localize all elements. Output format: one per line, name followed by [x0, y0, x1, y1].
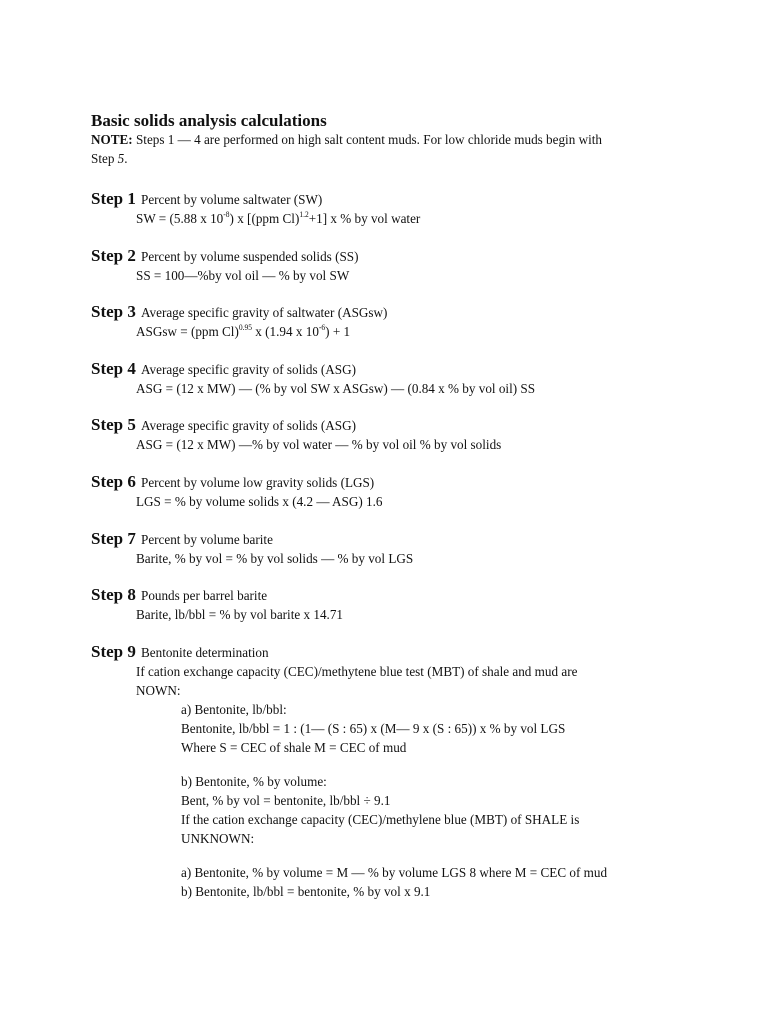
step-formula: ASG = (12 x MW) —% by vol water — % by vol oil % by vol solids	[136, 438, 502, 453]
sub-b-line: UNKNOWN:	[181, 832, 255, 847]
step-6	[91, 472, 711, 512]
sub-b-line: Bent, % by vol = bentonite, lb/bbl ÷ 9.1	[181, 794, 391, 809]
sub-c-line: b) Bentonite, lb/bbl = bentonite, % by vol x 9.1	[181, 885, 431, 900]
step-description: Percent by volume saltwater (SW)	[140, 193, 323, 208]
step-number: Step 9	[91, 642, 136, 661]
step-formula: Barite, lb/bbl = % by vol barite x 14.71	[136, 608, 343, 623]
step-description: Percent by volume barite	[140, 533, 273, 548]
step-5	[91, 415, 711, 455]
note-step-ref: 5	[117, 152, 125, 167]
step-7	[91, 529, 711, 569]
step-8	[91, 585, 711, 625]
note-text: Steps 1 — 4 are performed on high salt content muds. For low chloride muds begin with Step	[91, 133, 602, 167]
step-number: Step 5	[91, 415, 136, 434]
step-9	[91, 642, 711, 902]
sub-a-line: a) Bentonite, lb/bbl:	[181, 703, 287, 718]
note-label: NOTE:	[91, 133, 133, 148]
step-number: Step 7	[91, 529, 136, 548]
step-description: Average specific gravity of solids (ASG)	[140, 419, 356, 434]
step-formula: LGS = % by volume solids x (4.2 — ASG) 1.6	[136, 495, 383, 510]
step-formula: Barite, % by vol = % by vol solids — % by vol LGS	[136, 552, 414, 567]
step-number: Step 4	[91, 359, 136, 378]
sub-b-line: If the cation exchange capacity (CEC)/methylene blue (MBT) of SHALE is	[181, 813, 580, 828]
step-number: Step 8	[91, 585, 136, 604]
step-formula: ASGsw = (ppm Cl)$^{0.95}$ x (1.94 x $10^{-6}) + 1$	[136, 323, 351, 340]
step-2	[91, 246, 711, 286]
sub-a-line: Bentonite, lb/bbl = 1 : (1— (S : 65) x (M— 9 x (S : 65)) x % by vol LGS	[181, 722, 566, 737]
sub-c-line: a) Bentonite, % by volume = M — % by volume LGS 8 where M = CEC of mud	[181, 866, 608, 881]
step-description: Percent by volume suspended solids (SS)	[140, 250, 359, 265]
step-number: Step 3	[91, 302, 136, 321]
note-paragraph	[91, 131, 617, 169]
step-3	[91, 302, 711, 342]
step-number: Step 2	[91, 246, 136, 265]
step-4	[91, 359, 711, 399]
step-number: Step 1	[91, 189, 136, 208]
note-end: .	[124, 152, 128, 167]
step-9-text-line: NOWN:	[136, 684, 181, 699]
step-formula: SW = (5.88 x $10^{-8}$) x [(ppm Cl)$^{1.2}$+1] x % by vol water	[136, 210, 421, 227]
step-9-text-line: If cation exchange capacity (CEC)/methytene blue test (MBT) of shale and mud are	[136, 665, 578, 680]
step-formula: ASG = (12 x MW) — (% by vol SW x ASGsw) — (0.84 x % by vol oil) SS	[136, 382, 536, 397]
step-description: Pounds per barrel barite	[140, 589, 267, 604]
sub-b-line: b) Bentonite, % by volume:	[181, 775, 327, 790]
sub-a-line: Where S = CEC of shale M = CEC of mud	[181, 741, 407, 756]
step-description: Average specific gravity of solids (ASG)	[140, 363, 356, 378]
step-1	[91, 189, 711, 229]
page-title: Basic solids analysis calculations	[91, 111, 327, 130]
step-number: Step 6	[91, 472, 136, 491]
step-description: Bentonite determination	[140, 646, 269, 661]
step-description: Percent by volume low gravity solids (LGS)	[140, 476, 375, 491]
step-formula: SS = 100—%by vol oil — % by vol SW	[136, 269, 350, 284]
step-description: Average specific gravity of saltwater (ASGsw)	[140, 306, 388, 321]
